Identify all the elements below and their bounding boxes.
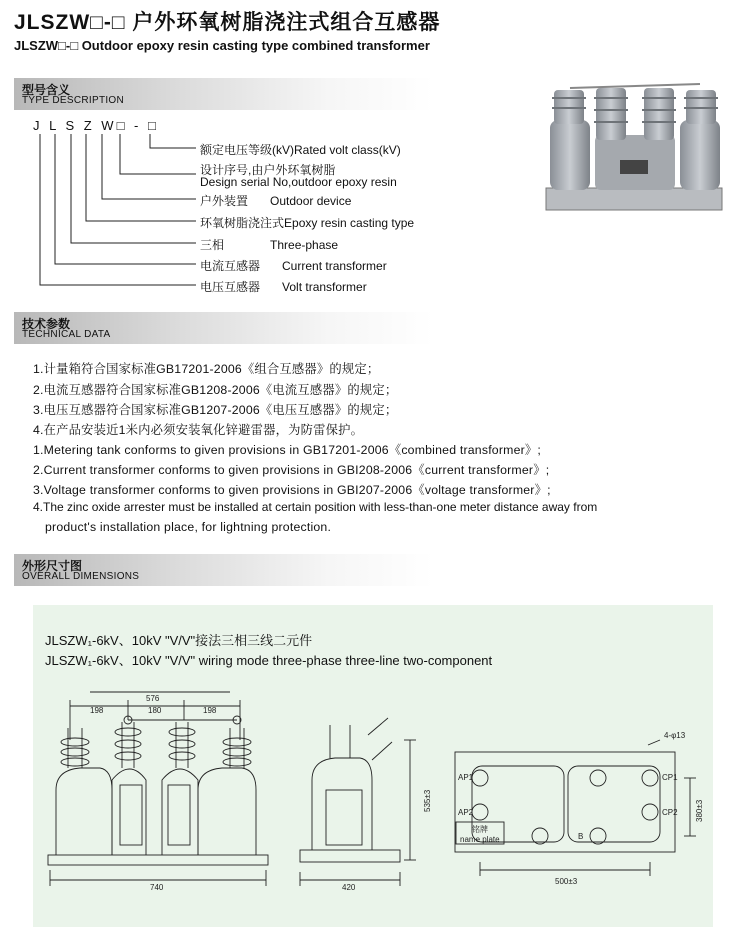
dim-180: 180: [148, 706, 162, 715]
label-design-serial-en: Design serial No,outdoor epoxy resin: [200, 175, 397, 189]
dim-535: 535±3: [423, 789, 432, 812]
label-rated-volt: 额定电压等级(kV)Rated volt class(kV): [200, 143, 401, 157]
tech-line-4-cn: 4.在产品安装近1米内必须安装氧化锌避雷器，为防雷保护。: [33, 423, 364, 437]
label-design-serial-cn: 设计序号,由户外环氧树脂: [200, 163, 336, 177]
dimensions-caption-cn: JLSZW₁-6kV、10kV "V/V"接法三相三线二元件: [45, 633, 313, 648]
tech-line-1-en: 1.Metering tank conforms to given provisions in GB17201-2006《combined transformer》;: [33, 443, 542, 457]
section-title-cn: 技术参数: [22, 317, 71, 331]
label-current-transformer: 电流互感器 Current transformer: [200, 259, 387, 273]
terminal-ap2: AP2: [458, 808, 474, 817]
nameplate-label-en: name plate: [460, 835, 500, 844]
terminal-ap1: AP1: [458, 773, 474, 782]
nameplate-label-cn: 铭牌: [472, 825, 488, 834]
dim-576: 576: [146, 694, 160, 703]
dim-380: 380±3: [695, 799, 704, 822]
tech-line-4-en: 4.The zinc oxide arrester must be installed at certain position with less-than-one meter distance away from: [33, 500, 598, 514]
terminal-b: B: [578, 832, 584, 841]
front-view-drawing: [48, 692, 268, 886]
label-three-phase: 三相 Three-phase: [200, 238, 339, 252]
section-title-cn: 型号含义: [22, 83, 71, 97]
dim-hole: 4-φ13: [664, 731, 686, 740]
top-view-drawing: [455, 740, 696, 876]
dim-198-left: 198: [90, 706, 104, 715]
label-outdoor-device: 户外装置 Outdoor device: [200, 194, 352, 208]
section-title-en: OVERALL DIMENSIONS: [22, 571, 140, 582]
terminal-cp1: CP1: [662, 773, 678, 782]
terminal-cp2: CP2: [662, 808, 678, 817]
dim-500: 500±3: [555, 877, 578, 886]
tech-line-2-cn: 2.电流互感器符合国家标准GB1208-2006《电流互感器》的规定；: [33, 383, 398, 397]
tech-line-4-en-cont: product's installation place, for lightning protection.: [45, 520, 332, 534]
tech-line-3-en: 3.Voltage transformer conforms to given provisions in GBI207-2006《voltage transformer》;: [33, 483, 551, 497]
page-subtitle: JLSZW□-□ Outdoor epoxy resin casting type combined transformer: [14, 38, 430, 53]
dim-420: 420: [342, 883, 356, 892]
dim-198-right: 198: [203, 706, 217, 715]
dimensions-caption-en: JLSZW₁-6kV、10kV "V/V" wiring mode three-phase three-line two-component: [45, 653, 493, 668]
tech-line-2-en: 2.Current transformer conforms to given provisions in GBI208-2006《current transformer》;: [33, 463, 550, 477]
label-epoxy: 环氧树脂浇注式Epoxy resin casting type: [200, 216, 415, 230]
label-volt-transformer: 电压互感器 Volt transformer: [200, 280, 367, 294]
page-title: JLSZW□-□ 户外环氧树脂浇注式组合互感器: [14, 11, 441, 34]
dim-740: 740: [150, 883, 164, 892]
section-title-en: TYPE DESCRIPTION: [22, 95, 125, 106]
model-code: J L S Z W□ - □: [33, 118, 159, 133]
tech-line-3-cn: 3.电压互感器符合国家标准GB1207-2006《电压互感器》的规定；: [33, 403, 398, 417]
section-title-en: TECHNICAL DATA: [22, 329, 111, 340]
side-view-drawing: [300, 718, 416, 886]
section-title-cn: 外形尺寸图: [22, 559, 83, 573]
tech-line-1-cn: 1.计量箱符合国家标准GB17201-2006《组合互感器》的规定；: [33, 362, 380, 376]
